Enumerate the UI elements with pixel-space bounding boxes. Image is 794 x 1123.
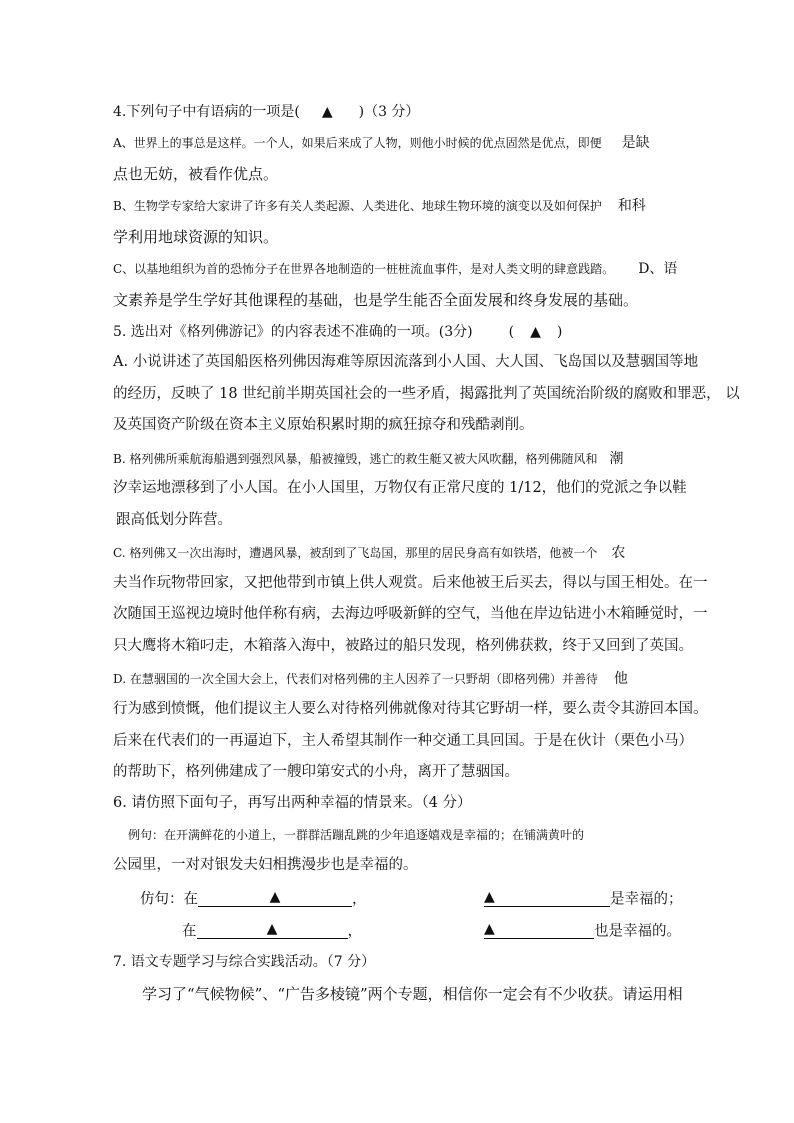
q6-ending-2: 也是幸福的。 <box>594 923 681 940</box>
q6-zai: 在 <box>182 923 197 940</box>
q4-option-b-line1 <box>113 199 646 213</box>
q5-option-c-line2: 夫当作玩物带回家，又把他带到市镇上供人观赏。后来他被王后买去，得以与国王相处。在一 <box>113 575 708 591</box>
q5-option-d-text-cont: 他 <box>613 671 628 687</box>
q5-option-b-line2: 汐幸运地漂移到了小人国。在小人国里，万物仅有正常尺度的 1/12，他们的党派之争以鞋 <box>113 480 687 496</box>
q6-blank-2[interactable] <box>484 890 610 907</box>
q6-imitation-label: 仿句：在 <box>140 891 198 908</box>
q4-option-a-text: A、世界上的事总是这样。一个人，如果后来成了人物，则他小时候的优点固然是优点，即便 <box>113 136 602 150</box>
q6-imitation-line2 <box>182 922 362 939</box>
q4-option-b-line2: 学利用地球资源的知识。 <box>113 228 279 246</box>
q5-option-b-text: B. 格列佛所乘航海船遇到强烈风暴，船被撞毁，逃亡的救生艇又被大风吹翻，格列佛随风和 <box>113 452 598 466</box>
q4-option-d-text: D、语 <box>638 261 678 277</box>
answer-triangle-icon: ▲ <box>269 889 281 905</box>
q4-option-d-line2: 文素养是学生学好其他课程的基础，也是学生能否全面发展和终身发展的基础。 <box>113 291 639 309</box>
q7-body-line1: 学习了“气候物候”、“广告多棱镜”两个专题，相信你一定会有不少收获。请运用相 <box>142 985 683 1003</box>
q5-option-b-line1 <box>113 452 623 466</box>
answer-triangle-icon: ▲ <box>321 104 333 120</box>
q4-stem-tail: )（3 分） <box>358 104 420 120</box>
q5-option-d-line4: 的帮助下，格列佛建成了一艘印第安式的小舟，离开了慧骃国。 <box>113 764 519 780</box>
q5-stem-line <box>113 325 562 339</box>
q5-option-c-line4: 只大鹰将木箱叼走，木箱落入海中，被路过的船只发现，格列佛获救，终于又回到了英国。 <box>113 638 693 654</box>
q5-option-c-line3: 次随国王巡视边境时他佯称有病，去海边呼吸新鲜的空气，当他在岸边钻进小木箱睡觉时，一 <box>113 606 708 622</box>
q5-option-d-line3: 后来在代表们的一再逼迫下，主人希望其制作一种交通工具回国。于是在伙计（栗色小马） <box>113 733 693 749</box>
q6-comma: ， <box>347 923 362 940</box>
q4-option-a-text-cont: 是缺 <box>621 135 650 151</box>
q5-option-c-line1 <box>113 546 625 560</box>
q5-option-c-text-cont: 农 <box>611 545 626 561</box>
q5-paren-right: ) <box>556 324 563 340</box>
q6-stem: 6. 请仿照下面句子，再写出两种幸福的情景来。（4 分） <box>113 795 472 811</box>
q4-option-a-line2: 点也无妨，被看作优点。 <box>113 165 279 183</box>
q6-blank-4[interactable] <box>484 922 594 939</box>
q4-option-a-line1 <box>113 136 650 150</box>
q5-option-a-line1: A. 小说讲述了英国船医格列佛因海难等原因流落到小人国、大人国、飞岛国以及慧骃国等地 <box>113 354 699 370</box>
q5-stem: 5. 选出对《格列佛游记》的内容表述不准确的一项。(3分) <box>113 324 473 340</box>
q5-option-b-text-cont: 潮 <box>609 451 624 467</box>
q5-option-a-line2: 的经历，反映了 18 世纪前半期英国社会的一些矛盾，揭露批判了英国统治阶级的腐败和罪恶， 以 <box>113 386 740 402</box>
q4-option-c-text: C、以基地组织为首的恐怖分子在世界各地制造的一桩桩流血事件，是对人类文明的肆意践踏。 <box>113 262 615 276</box>
q6-example-line2: 公园里，一对对银发夫妇相携漫步也是幸福的。 <box>113 857 418 873</box>
answer-triangle-icon: ▲ <box>484 889 495 905</box>
q4-stem-line <box>113 105 419 119</box>
q6-comma: ， <box>352 891 367 908</box>
q7-stem: 7. 语文专题学习与综合实践活动。（7 分） <box>113 954 376 970</box>
q6-ending-1: 是幸福的； <box>610 891 683 908</box>
q5-option-d-text: D. 在慧骃国的一次全国大会上，代表们对格列佛的主人因养了一只野胡（即格列佛）并善待 <box>113 672 598 686</box>
q4-option-b-text: B、生物学专家给大家讲了许多有关人类起源、人类进化、地球生物环境的演变以及如何保护 <box>113 199 602 213</box>
q6-imitation-line2-right <box>484 922 681 939</box>
q6-imitation-line1 <box>140 890 367 907</box>
q5-option-d-line1 <box>113 672 628 686</box>
q5-option-c-text: C. 格列佛又一次出海时，遭遇风暴，被刮到了飞岛国，那里的居民身高有如铁塔，他被一个 <box>113 546 598 560</box>
q6-imitation-line1-right <box>484 890 683 907</box>
q5-option-a-line3: 及英国资产阶级在资本主义原始积累时期的疯狂掠夺和残酷剥削。 <box>113 417 534 433</box>
answer-triangle-icon: ▲ <box>266 921 278 937</box>
q4-option-b-text-cont: 和科 <box>617 198 646 214</box>
answer-triangle-icon: ▲ <box>530 324 541 340</box>
q6-blank-1[interactable] <box>198 890 352 907</box>
answer-triangle-icon: ▲ <box>484 921 495 937</box>
q5-paren-left: ( <box>508 324 515 340</box>
q6-blank-3[interactable] <box>197 922 348 939</box>
q4-option-c-line1 <box>113 262 677 276</box>
q5-option-b-line3: 跟高低划分阵营。 <box>116 512 232 528</box>
q4-stem: 4.下列句子中有语病的一项是( <box>113 104 300 120</box>
q5-option-d-line2: 行为感到愤慨，他们提议主人要么对待格列佛就像对待其它野胡一样，要么责令其游回本国。 <box>113 701 708 717</box>
q6-example-line1: 例句：在开满鲜花的小道上，一群群活蹦乱跳的少年追逐嬉戏是幸福的；在铺满黄叶的 <box>128 828 585 842</box>
